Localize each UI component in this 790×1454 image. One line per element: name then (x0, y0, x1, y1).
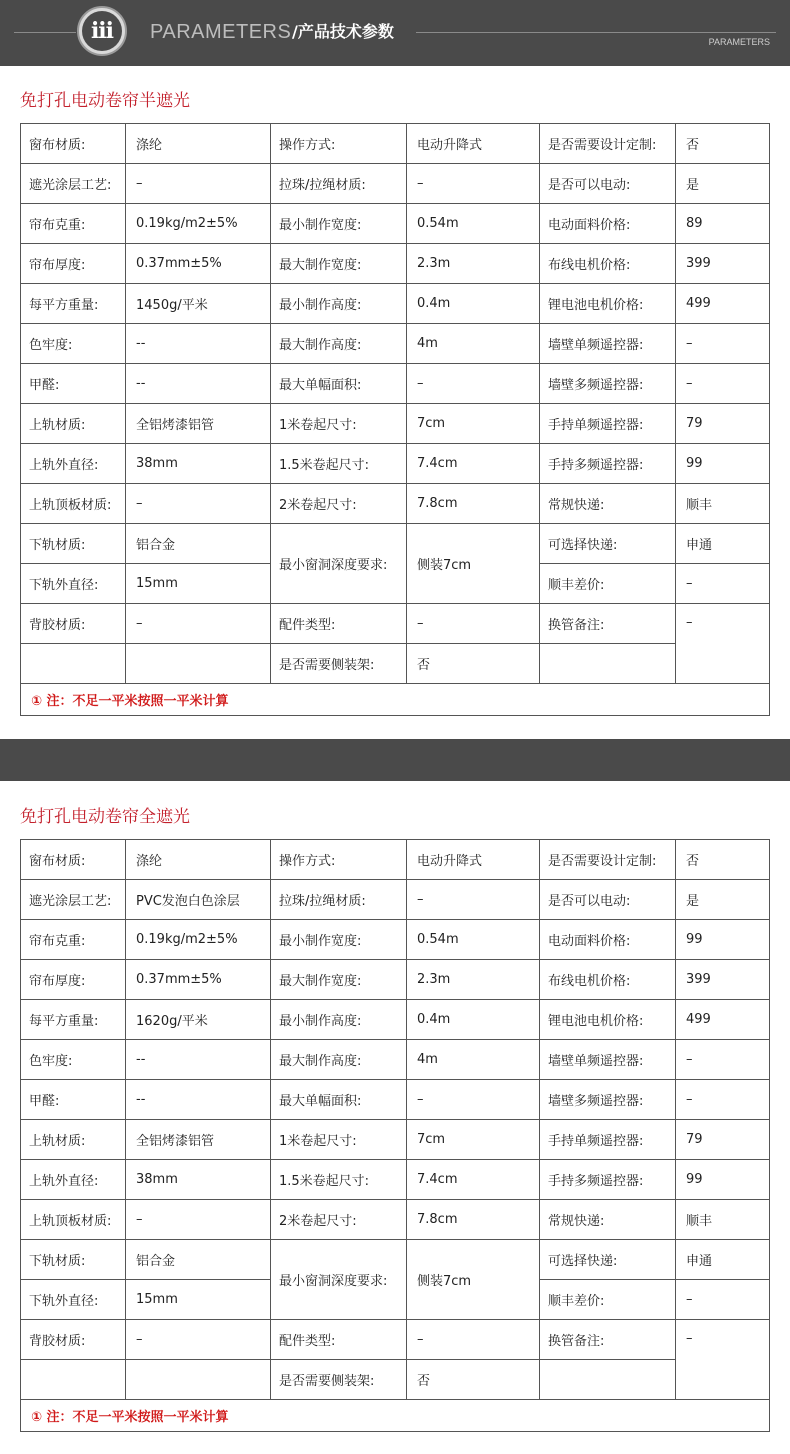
spec-label: 常规快递: (540, 1200, 676, 1240)
spec-value: – (407, 1080, 540, 1120)
spec-label: 墙壁单频遥控器: (540, 1040, 676, 1080)
spec-value: 是 (676, 880, 770, 920)
table-row (21, 444, 770, 484)
spec-label: 常规快递: (540, 484, 676, 524)
spec-value: 铝合金 (126, 524, 271, 564)
spec-label: 每平方重量: (21, 1000, 126, 1040)
spec-value: 2.3m (407, 960, 540, 1000)
header-divider-left (14, 32, 76, 33)
spec-value: 0.19kg/m2±5% (126, 920, 271, 960)
spec-value: 涤纶 (126, 840, 271, 880)
roman-numeral-icon: iii (82, 11, 122, 51)
spec-value: 399 (676, 244, 770, 284)
spec-label: 是否需要设计定制: (540, 840, 676, 880)
spec-label: 甲醛: (21, 1080, 126, 1120)
spec-label: 帘布厚度: (21, 244, 126, 284)
table-row (21, 960, 770, 1000)
spec-value: – (126, 1320, 271, 1360)
spec-label: 最大制作宽度: (271, 960, 407, 1000)
spec-label: 背胶材质: (21, 604, 126, 644)
spec-label: 下轨外直径: (21, 564, 126, 604)
table-row (21, 1120, 770, 1160)
spec-value: 38mm (126, 1160, 271, 1200)
spec-value: -- (126, 324, 271, 364)
table-row (21, 1160, 770, 1200)
spec-value: 399 (676, 960, 770, 1000)
spec-label: 是否需要设计定制: (540, 124, 676, 164)
spec-value: 499 (676, 1000, 770, 1040)
empty-cell (540, 644, 676, 684)
spec-table (20, 839, 770, 1432)
spec-value: PVC发泡白色涂层 (126, 880, 271, 920)
table-row (21, 1360, 770, 1400)
parameters-header (0, 0, 790, 66)
spec-label: 操作方式: (271, 124, 407, 164)
spec-label: 帘布克重: (21, 920, 126, 960)
section-divider-band (0, 739, 790, 781)
spec-label: 帘布厚度: (21, 960, 126, 1000)
spec-label: 拉珠/拉绳材质: (271, 880, 407, 920)
spec-value: 4m (407, 324, 540, 364)
spec-value: 否 (407, 644, 540, 684)
spec-label: 1.5米卷起尺寸: (271, 1160, 407, 1200)
spec-value: 499 (676, 284, 770, 324)
spec-value: – (676, 364, 770, 404)
spec-value: 99 (676, 920, 770, 960)
footnote: ① 注：不足一平米按照一平米计算 (21, 684, 770, 716)
spec-value: – (407, 880, 540, 920)
header-title-cn: /产品技术参数 (292, 22, 394, 41)
spec-label: 最大制作高度: (271, 1040, 407, 1080)
spec-value: 7.4cm (407, 1160, 540, 1200)
spec-label: 上轨外直径: (21, 1160, 126, 1200)
table-row (21, 644, 770, 684)
spec-label: 下轨材质: (21, 524, 126, 564)
table-row (21, 1240, 770, 1280)
table-row (21, 1320, 770, 1360)
spec-value: 申通 (676, 1240, 770, 1280)
empty-cell (540, 1360, 676, 1400)
spec-value: 全铝烤漆铝管 (126, 1120, 271, 1160)
spec-value: 99 (676, 444, 770, 484)
spec-value: – (407, 604, 540, 644)
spec-label: 手持多频遥控器: (540, 444, 676, 484)
spec-value: 0.19kg/m2±5% (126, 204, 271, 244)
spec-label: 配件类型: (271, 604, 407, 644)
spec-label: 最小制作宽度: (271, 920, 407, 960)
spec-value: 0.37mm±5% (126, 244, 271, 284)
spec-label: 可选择快递: (540, 1240, 676, 1280)
spec-label: 是否需要侧装架: (271, 644, 407, 684)
table-row (21, 164, 770, 204)
spec-label: 手持单频遥控器: (540, 404, 676, 444)
empty-cell (126, 644, 271, 684)
spec-label: 1米卷起尺寸: (271, 404, 407, 444)
spec-value: 7cm (407, 404, 540, 444)
table-row (21, 524, 770, 564)
spec-value: 顺丰 (676, 484, 770, 524)
spec-value: 申通 (676, 524, 770, 564)
spec-label: 最大制作高度: (271, 324, 407, 364)
table-row (21, 204, 770, 244)
table-row (21, 1080, 770, 1120)
header-divider-right (416, 32, 776, 33)
spec-label: 每平方重量: (21, 284, 126, 324)
spec-value: -- (126, 364, 271, 404)
spec-value: 7.8cm (407, 1200, 540, 1240)
spec-value: – (676, 564, 770, 604)
spec-value: – (676, 1320, 770, 1400)
table-row (21, 484, 770, 524)
spec-label: 操作方式: (271, 840, 407, 880)
spec-label: 换管备注: (540, 604, 676, 644)
spec-value: 全铝烤漆铝管 (126, 404, 271, 444)
table-row (21, 324, 770, 364)
spec-label: 最大单幅面积: (271, 364, 407, 404)
spec-value: 99 (676, 1160, 770, 1200)
spec-label: 墙壁多频遥控器: (540, 364, 676, 404)
spec-value: 7.4cm (407, 444, 540, 484)
spec-label: 最大制作宽度: (271, 244, 407, 284)
spec-value: 0.54m (407, 204, 540, 244)
spec-label: 色牢度: (21, 1040, 126, 1080)
table-row (21, 604, 770, 644)
spec-label: 上轨顶板材质: (21, 1200, 126, 1240)
spec-label: 上轨外直径: (21, 444, 126, 484)
spec-label: 窗布材质: (21, 124, 126, 164)
table-row (21, 880, 770, 920)
spec-label: 手持多频遥控器: (540, 1160, 676, 1200)
spec-label: 上轨顶板材质: (21, 484, 126, 524)
table-row (21, 1000, 770, 1040)
spec-label: 最小窗洞深度要求: (271, 1240, 407, 1320)
spec-label: 顺丰差价: (540, 564, 676, 604)
spec-value: 侧装7cm (407, 1240, 540, 1320)
table-row (21, 244, 770, 284)
spec-value: – (676, 1280, 770, 1320)
spec-label: 1.5米卷起尺寸: (271, 444, 407, 484)
spec-value: 38mm (126, 444, 271, 484)
spec-label: 背胶材质: (21, 1320, 126, 1360)
empty-cell (126, 1360, 271, 1400)
header-title-en: PARAMETERS (150, 21, 292, 43)
spec-value: 1620g/平米 (126, 1000, 271, 1040)
spec-value: 7.8cm (407, 484, 540, 524)
table-row (21, 284, 770, 324)
spec-value: – (126, 164, 271, 204)
spec-value: 0.54m (407, 920, 540, 960)
spec-label: 电动面料价格: (540, 920, 676, 960)
spec-label: 窗布材质: (21, 840, 126, 880)
spec-value: 否 (676, 840, 770, 880)
spec-value: – (676, 604, 770, 684)
spec-label: 拉珠/拉绳材质: (271, 164, 407, 204)
spec-value: – (676, 1080, 770, 1120)
spec-value: – (126, 1200, 271, 1240)
spec-value: 2.3m (407, 244, 540, 284)
spec-value: 否 (407, 1360, 540, 1400)
spec-value: 4m (407, 1040, 540, 1080)
table-row (21, 124, 770, 164)
spec-label: 甲醛: (21, 364, 126, 404)
table-row (21, 404, 770, 444)
spec-value: 79 (676, 404, 770, 444)
spec-label: 遮光涂层工艺: (21, 880, 126, 920)
table-row (21, 1400, 770, 1432)
spec-label: 锂电池电机价格: (540, 284, 676, 324)
empty-cell (21, 644, 126, 684)
spec-value: 7cm (407, 1120, 540, 1160)
spec-value: 0.37mm±5% (126, 960, 271, 1000)
spec-value: 否 (676, 124, 770, 164)
spec-value: – (126, 484, 271, 524)
spec-label: 最小制作高度: (271, 284, 407, 324)
spec-value: 1450g/平米 (126, 284, 271, 324)
spec-value: 侧装7cm (407, 524, 540, 604)
spec-label: 上轨材质: (21, 1120, 126, 1160)
spec-label: 下轨外直径: (21, 1280, 126, 1320)
roman-numeral-badge (77, 6, 127, 56)
spec-value: – (407, 1320, 540, 1360)
spec-label: 是否可以电动: (540, 880, 676, 920)
footnote: ① 注：不足一平米按照一平米计算 (21, 1400, 770, 1432)
spec-value: 是 (676, 164, 770, 204)
spec-value: 15mm (126, 1280, 271, 1320)
spec-label: 色牢度: (21, 324, 126, 364)
spec-value: – (407, 164, 540, 204)
spec-value: – (676, 1040, 770, 1080)
spec-value: 电动升降式 (407, 840, 540, 880)
spec-value: – (407, 364, 540, 404)
spec-label: 锂电池电机价格: (540, 1000, 676, 1040)
spec-label: 2米卷起尺寸: (271, 1200, 407, 1240)
spec-label: 布线电机价格: (540, 244, 676, 284)
spec-label: 换管备注: (540, 1320, 676, 1360)
spec-value: – (676, 324, 770, 364)
section-title: 免打孔电动卷帘半遮光 (20, 91, 190, 111)
spec-label: 墙壁多频遥控器: (540, 1080, 676, 1120)
spec-label: 下轨材质: (21, 1240, 126, 1280)
spec-label: 墙壁单频遥控器: (540, 324, 676, 364)
spec-label: 最小制作宽度: (271, 204, 407, 244)
spec-value: -- (126, 1080, 271, 1120)
spec-value: 铝合金 (126, 1240, 271, 1280)
spec-value: 89 (676, 204, 770, 244)
spec-value: 0.4m (407, 1000, 540, 1040)
empty-cell (21, 1360, 126, 1400)
table-row (21, 1200, 770, 1240)
spec-label: 电动面料价格: (540, 204, 676, 244)
spec-label: 最小窗洞深度要求: (271, 524, 407, 604)
spec-label: 最大单幅面积: (271, 1080, 407, 1120)
spec-label: 配件类型: (271, 1320, 407, 1360)
spec-label: 手持单频遥控器: (540, 1120, 676, 1160)
spec-value: 15mm (126, 564, 271, 604)
spec-value: 79 (676, 1120, 770, 1160)
section-title: 免打孔电动卷帘全遮光 (20, 807, 190, 827)
spec-label: 上轨材质: (21, 404, 126, 444)
table-row (21, 920, 770, 960)
header-subtitle: PARAMETERS (708, 37, 770, 47)
spec-value: 涤纶 (126, 124, 271, 164)
spec-value: – (126, 604, 271, 644)
table-row (21, 684, 770, 716)
spec-label: 帘布克重: (21, 204, 126, 244)
spec-label: 2米卷起尺寸: (271, 484, 407, 524)
spec-table (20, 123, 770, 716)
spec-label: 布线电机价格: (540, 960, 676, 1000)
spec-label: 最小制作高度: (271, 1000, 407, 1040)
spec-label: 顺丰差价: (540, 1280, 676, 1320)
spec-label: 1米卷起尺寸: (271, 1120, 407, 1160)
table-row (21, 1040, 770, 1080)
spec-label: 遮光涂层工艺: (21, 164, 126, 204)
spec-label: 可选择快递: (540, 524, 676, 564)
spec-label: 是否可以电动: (540, 164, 676, 204)
spec-value: 0.4m (407, 284, 540, 324)
spec-label: 是否需要侧装架: (271, 1360, 407, 1400)
spec-value: 电动升降式 (407, 124, 540, 164)
spec-value: -- (126, 1040, 271, 1080)
spec-value: 顺丰 (676, 1200, 770, 1240)
table-row (21, 364, 770, 404)
table-row (21, 840, 770, 880)
